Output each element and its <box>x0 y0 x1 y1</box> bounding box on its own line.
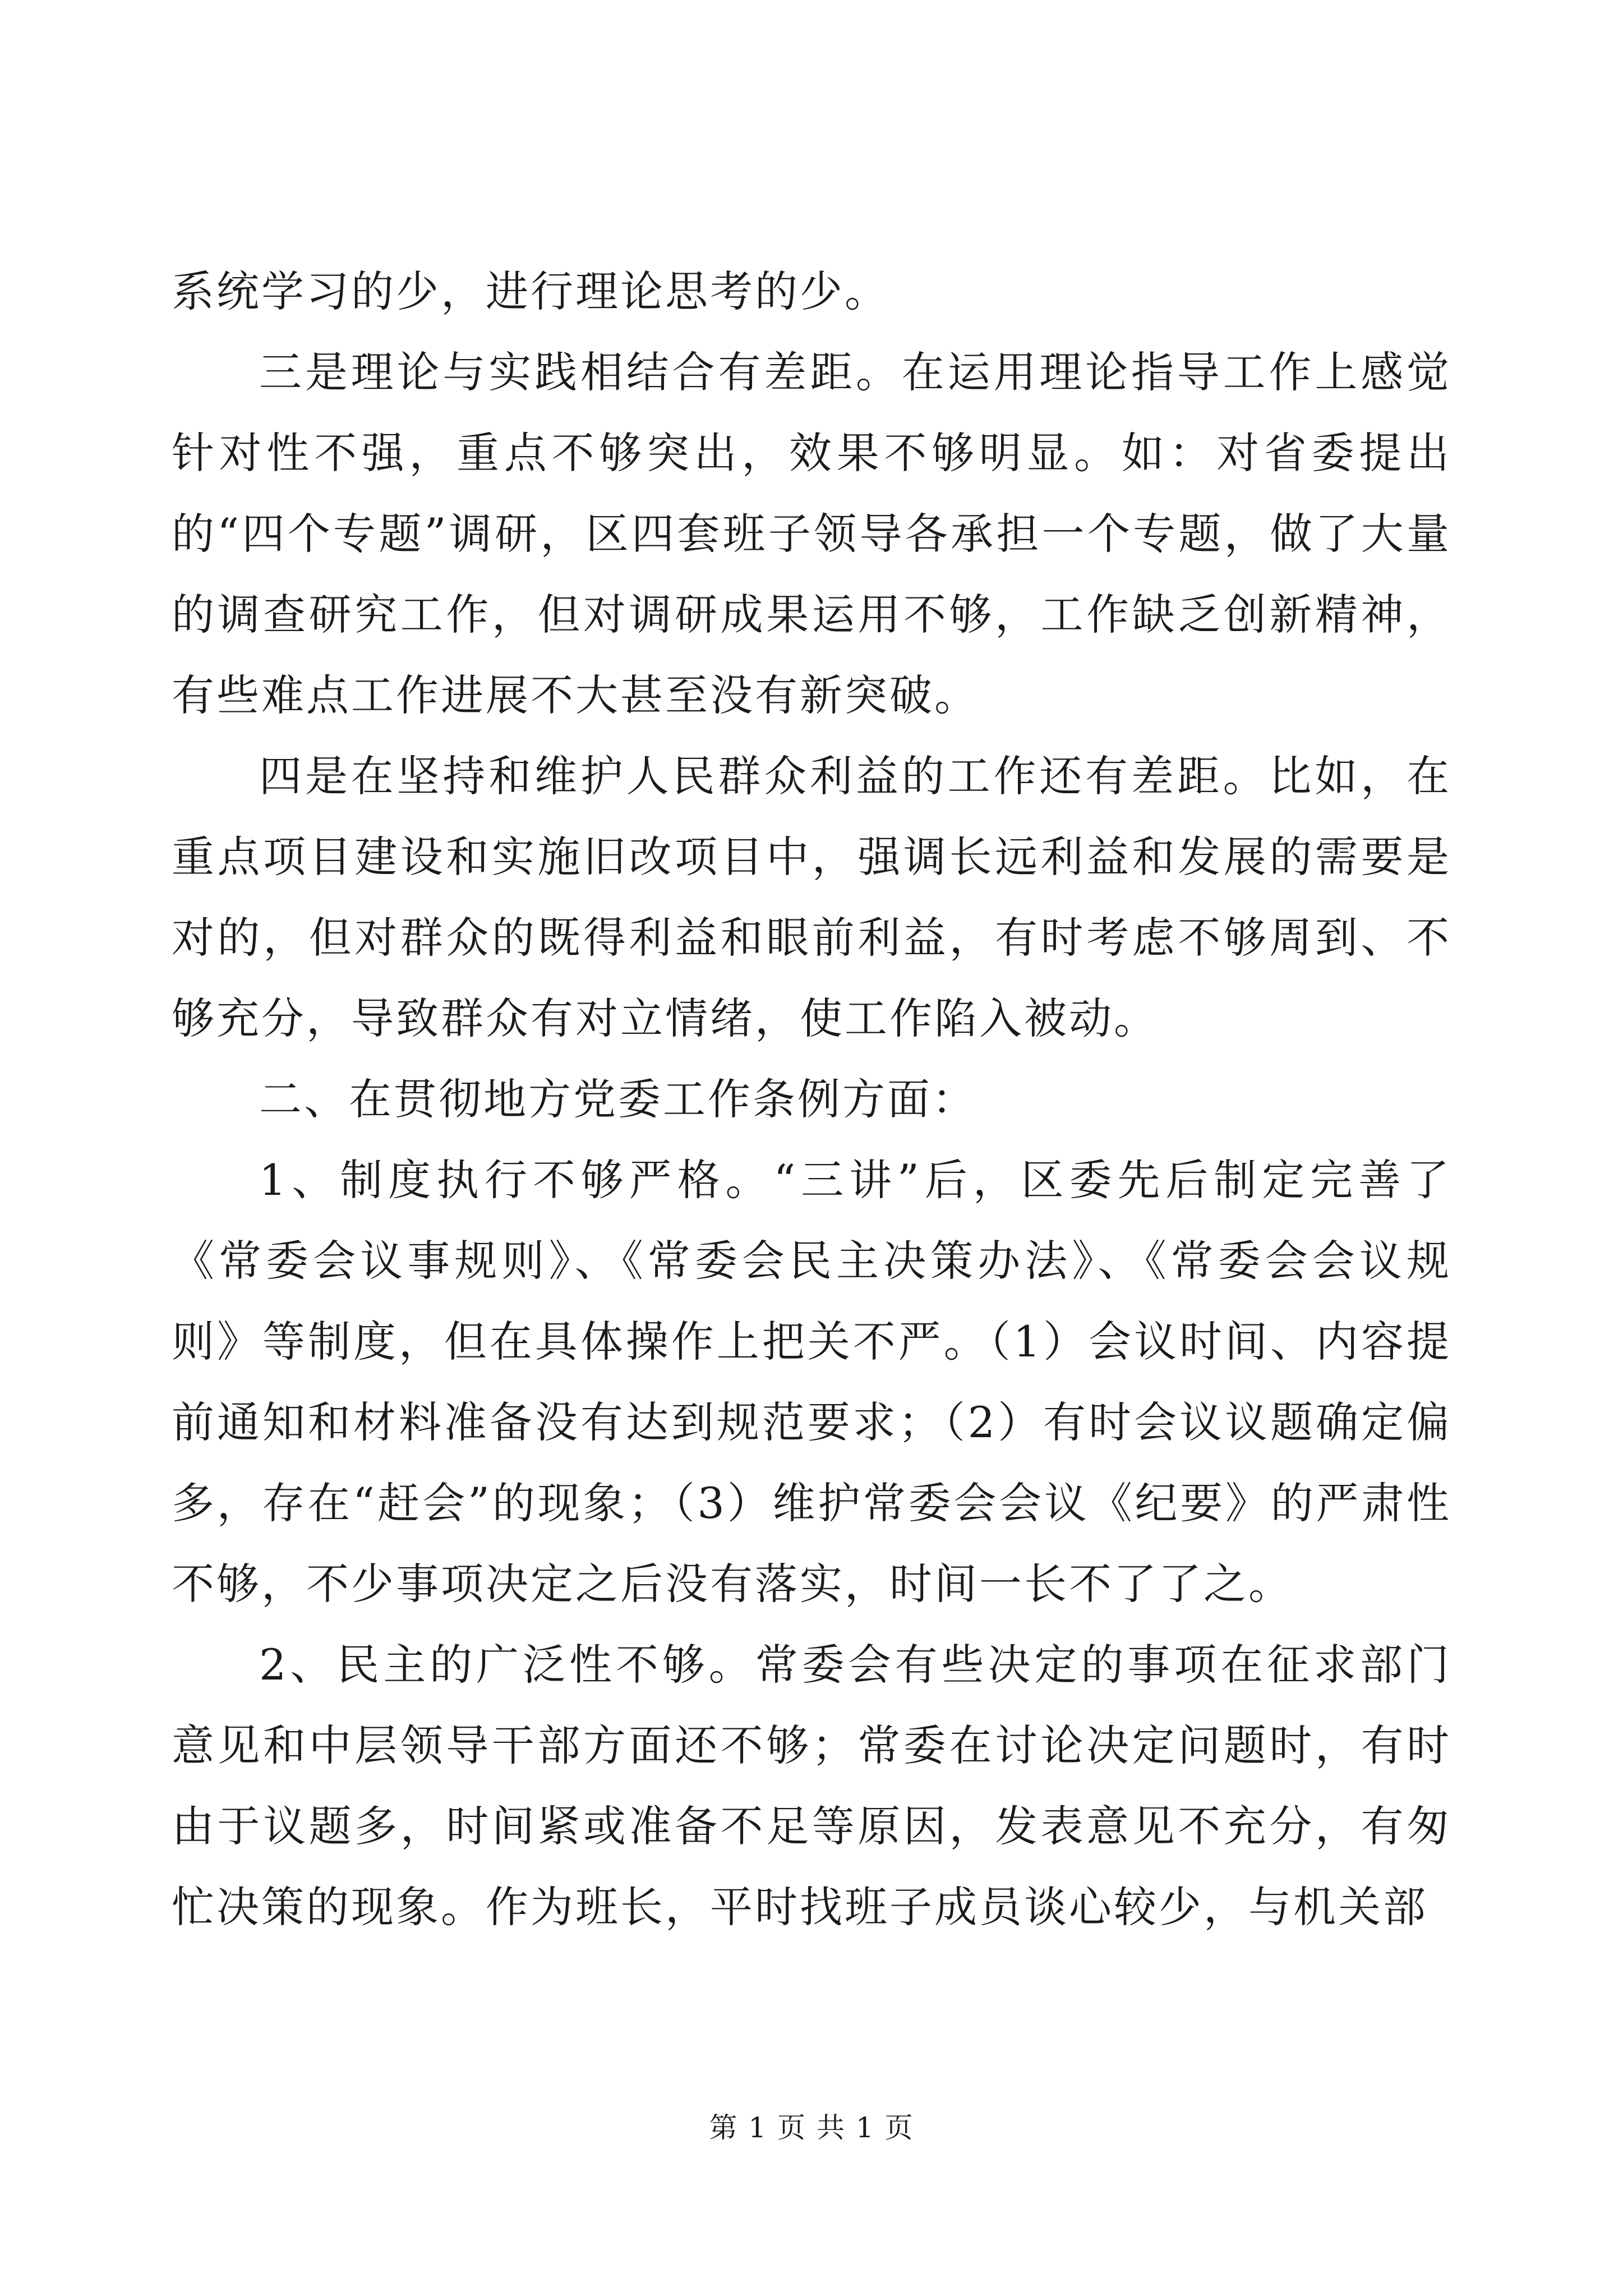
paragraph-6: 2、民主的广泛性不够。常委会有些决定的事项在征求部门意见和中层领导干部方面还不够；常委在讨论决定问题时，有时由于议题多，时间紧或准备不足等原因，发表意见不充分，有匆忙决策的现象。作为班长，平时找班子成员谈心较少，与机关部 <box>172 1640 1451 1932</box>
paragraph-5: 1、制度执行不够严格。“三讲”后，区委先后制定完善了《常委会议事规则》、《常委会民主决策办法》、《常委会会议规则》等制度，但在具体操作上把关不严。（1）会议时间、内容提前通知和材料准备没有达到规范要求；（2）有时会议议题确定偏多，存在“赶会”的现象；（3）维护常委会会议《纪要》的严肃性不够，不少事项决定之后没有落实，时间一长不了了之。 <box>172 1155 1451 1609</box>
document-body <box>172 251 1451 1948</box>
paragraph-2: 三是理论与实践相结合有差距。在运用理论指导工作上感觉针对性不强，重点不够突出，效果不够明显。如：对省委提出的“四个专题”调研，区四套班子领导各承担一个专题，做了大量的调查研究工作，但对调研成果运用不够，工作缺乏创新精神，有些难点工作进展不大甚至没有新突破。 <box>172 347 1451 720</box>
paragraph-3: 四是在坚持和维护人民群众利益的工作还有差距。比如，在重点项目建设和实施旧改项目中，强调长远利益和发展的需要是对的，但对群众的既得利益和眼前利益，有时考虑不够周到、不够充分，导致群众有对立情绪，使工作陷入被动。 <box>172 751 1451 1043</box>
paragraph-1: 系统学习的少，进行理论思考的少。 <box>172 266 889 316</box>
section-heading: 二、在贯彻地方党委工作条例方面： <box>259 1074 977 1124</box>
page-footer: 第 1 页 共 1 页 <box>709 2111 914 2144</box>
